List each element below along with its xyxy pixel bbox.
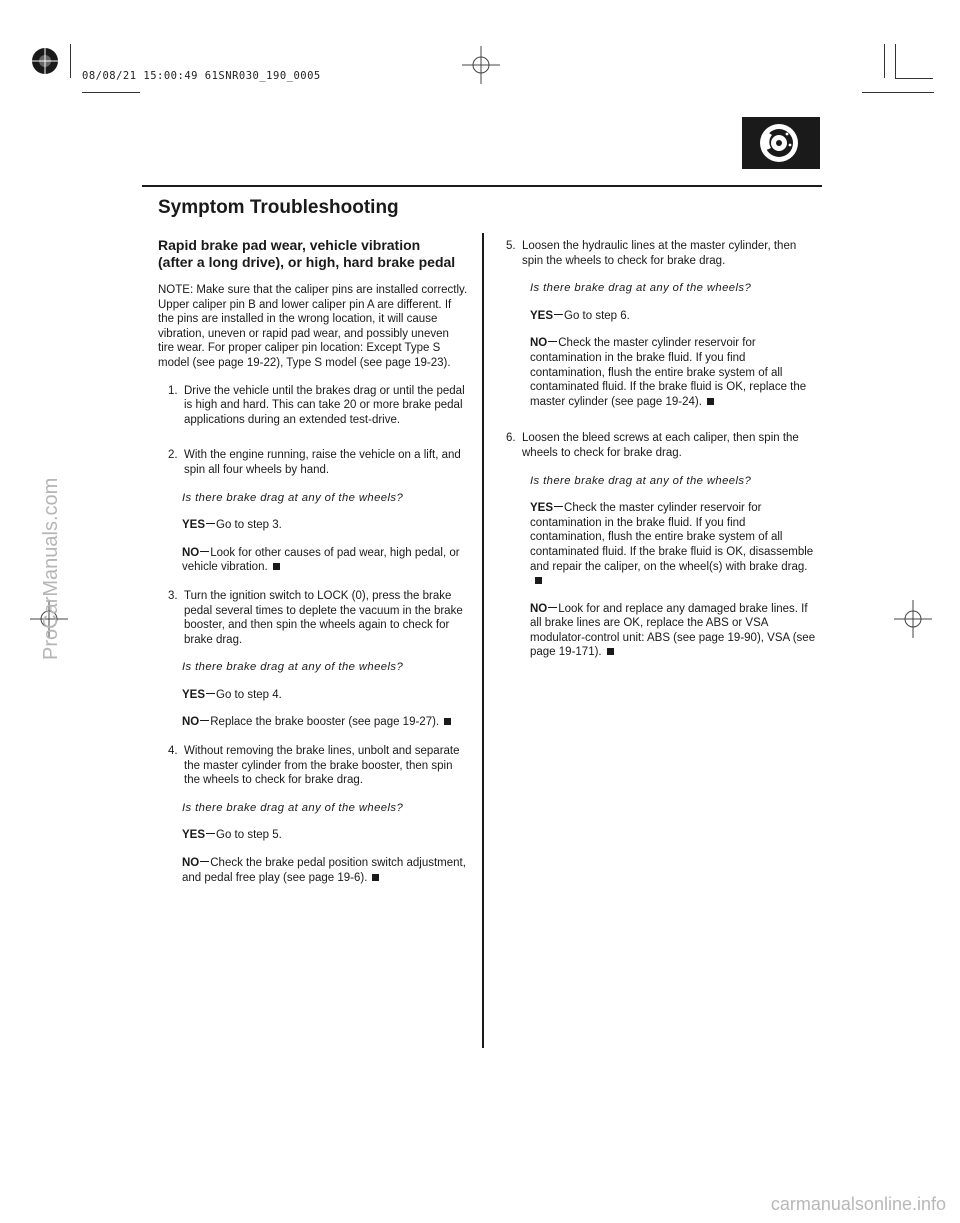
right-column (506, 239, 816, 674)
end-mark (372, 874, 379, 881)
brake-section-badge (742, 117, 820, 169)
end-mark (707, 398, 714, 405)
step-3: 3. Turn the ignition switch to LOCK (0), press the brake pedal several times to deplete the vacuum in the brake booster, and then spin the wheels again to check for brake drag. (168, 589, 463, 646)
step-5: 5. Loosen the hydraulic lines at the master cylinder, then spin the wheels to check for brake drag. (506, 240, 797, 267)
step-5-question: Is there brake drag at any of the wheels? (530, 282, 752, 295)
step-6-question: Is there brake drag at any of the wheels? (530, 474, 752, 487)
step-5-no: NO Check the master cylinder reservoir for contamination in the brake fluid. If you find contamination, flush the entire brake system of all contaminated fluid. If the brake fluid is OK, replace the master cylinder (see page 19-24). (530, 337, 807, 408)
step-2-no: NO Look for other causes of pad wear, high pedal, or vehicle vibration. (182, 546, 460, 574)
end-mark (273, 563, 280, 570)
print-stamp: 08/08/21 15:00:49 61SNR030_190_0005 (82, 70, 321, 82)
step-2-question: Is there brake drag at any of the wheels? (182, 491, 404, 504)
step-2-yes: YES Go to step 3. (182, 519, 282, 532)
page-title: Symptom Troubleshooting (158, 197, 399, 218)
header-rule (142, 185, 822, 187)
step-4: 4. Without removing the brake lines, unbolt and separate the master cylinder from the brake booster, then spin the wheels to check for brake drag. (168, 745, 460, 787)
step-6-yes: YES Check the master cylinder reservoir for contamination in the brake fluid. If you find contamination, flush the entire brake system of all contaminated fluid. If the brake fluid is OK, disassemble and repair the caliper, on the wheel(s) with brake drag. (530, 501, 816, 589)
step-6-no: NO Look for and replace any damaged brake lines. If all brake lines are OK, replace the ABS or VSA modulator-control unit: ABS (see page 19-90), VSA (see page 19-171). (530, 602, 816, 659)
registration-crosshair-right (894, 600, 932, 638)
step-4-question: Is there brake drag at any of the wheels? (182, 801, 404, 814)
section-heading: Rapid brake pad wear, vehicle vibration (after a long drive), or high, hard brake pedal (158, 237, 456, 270)
note: NOTE: Make sure that the caliper pins are installed correctly. Upper caliper pin B and lower caliper pin A are different. If the pins are installed in the wrong location, it will cause vibration, uneven or rapid pad wear, and possibly uneven tire wear. For proper caliper pin location: Except Type S model (see page 19-22), Type S model (see page 19-23). (158, 284, 468, 369)
step-4-no: NO Check the brake pedal position switch adjustment, and pedal free play (see page 19-6). (182, 857, 466, 884)
step-3-question: Is there brake drag at any of the wheels? (182, 661, 404, 674)
step-4-yes: YES Go to step 5. (182, 829, 282, 842)
step-5-yes: YES Go to step 6. (530, 309, 630, 322)
end-mark (607, 648, 614, 655)
side-watermark: ProCarManuals.com (40, 477, 62, 660)
end-mark (444, 718, 451, 725)
step-3-no: NO Replace the brake booster (see page 19-27). (182, 715, 468, 730)
column-divider (482, 233, 484, 1048)
left-column (158, 237, 468, 899)
step-6: 6. Loosen the bleed screws at each caliper, then spin the wheels to check for brake drag. (506, 432, 799, 459)
step-1: 1. Drive the vehicle until the brakes drag or until the pedal is high and hard. This can take 20 or more brake pedal applications during an extended test-drive. (168, 384, 465, 426)
brake-disc-icon (742, 117, 820, 169)
end-mark (535, 577, 542, 584)
bottom-watermark: carmanualsonline.info (770, 1194, 946, 1214)
registration-crosshair-top (462, 46, 500, 84)
step-3-yes: YES Go to step 4. (182, 688, 282, 701)
step-2: 2. With the engine running, raise the vehicle on a lift, and spin all four wheels by hand. (168, 449, 461, 476)
